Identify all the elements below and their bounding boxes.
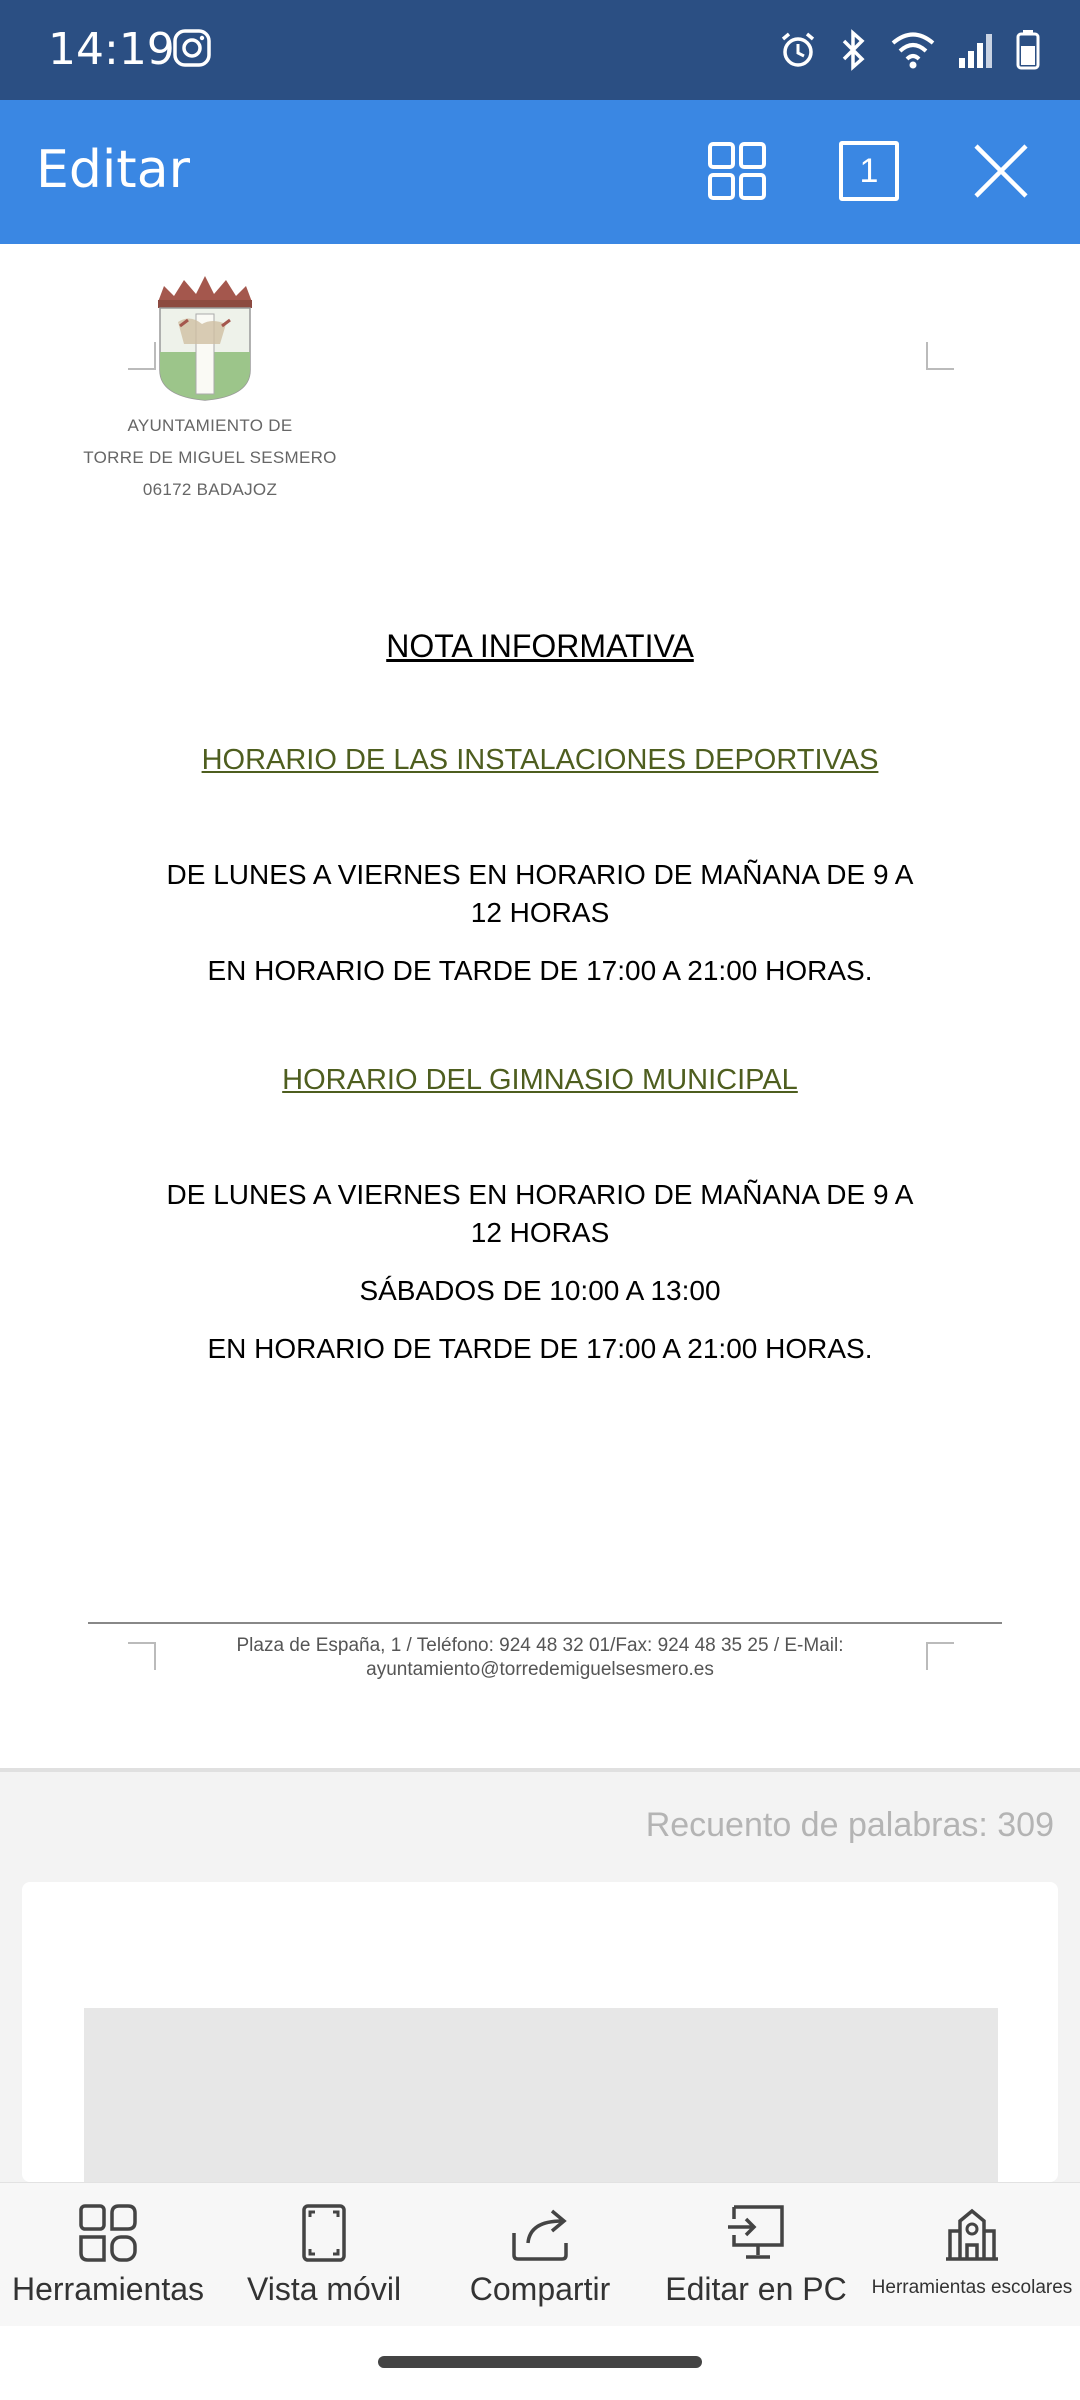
signal-icon (958, 32, 994, 68)
share-button[interactable] (432, 2183, 648, 2327)
word-count: Recuento de palabras: 309 (645, 1806, 1054, 1844)
document-title: NOTA INFORMATIVA (386, 628, 694, 664)
crop-mark (926, 342, 954, 370)
alarm-icon (778, 30, 818, 70)
page-separator (0, 1768, 1080, 1772)
bluetooth-icon (840, 29, 868, 71)
school-tools-label: Herramientas escolares (871, 2277, 1073, 2298)
next-page-preview[interactable] (22, 1882, 1058, 2182)
tools-icon (78, 2203, 138, 2263)
instagram-icon (172, 28, 212, 68)
section1-line: DE LUNES A VIERNES EN HORARIO DE MAÑANA DE 9 A (166, 859, 914, 890)
section2-line: SÁBADOS DE 10:00 A 13:00 (359, 1275, 721, 1306)
wifi-icon (890, 30, 936, 70)
share-icon (510, 2203, 570, 2263)
page-number: 1 (839, 141, 899, 201)
section1-heading: HORARIO DE LAS INSTALACIONES DEPORTIVAS (201, 744, 879, 776)
edit-on-pc-button[interactable] (648, 2183, 864, 2327)
school-tools-button[interactable] (864, 2183, 1080, 2327)
content-placeholder (84, 2008, 998, 2208)
grid-view-button[interactable] (702, 136, 772, 206)
mobile-view-label: Vista móvil (246, 2271, 402, 2307)
document-footer (0, 1634, 1080, 1682)
status-time: 14:19 (48, 24, 175, 75)
tools-label: Herramientas (11, 2271, 205, 2307)
organization-address (70, 410, 350, 506)
page-number-button[interactable] (834, 136, 904, 206)
grid-icon (707, 141, 767, 201)
footer-line: Plaza de España, 1 / Teléfono: 924 48 32 01/Fax: 924 48 35 25 / E-Mail: (236, 1635, 844, 1656)
battery-icon (1016, 30, 1040, 70)
school-icon (942, 2203, 1002, 2263)
org-line: TORRE DE MIGUEL SESMERO (83, 448, 337, 467)
org-line: 06172 BADAJOZ (142, 480, 278, 499)
bottom-toolbar (0, 2182, 1080, 2327)
section1-line: EN HORARIO DE TARDE DE 17:00 A 21:00 HORAS. (207, 955, 873, 986)
org-line: AYUNTAMIENTO DE (127, 416, 293, 435)
status-bar (0, 0, 1080, 100)
section2-line: DE LUNES A VIERNES EN HORARIO DE MAÑANA DE 9 A (166, 1179, 914, 1210)
coat-of-arms-logo (150, 274, 260, 404)
section2-heading: HORARIO DEL GIMNASIO MUNICIPAL (282, 1064, 798, 1096)
edit-on-pc-label: Editar en PC (665, 2271, 847, 2307)
app-bar (0, 100, 1080, 244)
home-gesture-bar[interactable] (378, 2356, 702, 2368)
section2-line: EN HORARIO DE TARDE DE 17:00 A 21:00 HORAS. (207, 1333, 873, 1364)
share-label: Compartir (469, 2271, 611, 2307)
app-title: Editar (36, 140, 190, 200)
close-icon (971, 141, 1031, 201)
mobile-view-button[interactable] (216, 2183, 432, 2327)
close-button[interactable] (966, 136, 1036, 206)
mobile-view-icon (294, 2203, 354, 2263)
section1-line: 12 HORAS (470, 897, 610, 928)
desktop-icon (726, 2203, 786, 2263)
footer-divider (88, 1622, 1002, 1624)
footer-line: ayuntamiento@torredemiguelsesmero.es (366, 1659, 714, 1680)
tools-button[interactable] (0, 2183, 216, 2327)
section2-line: 12 HORAS (470, 1217, 610, 1248)
document-page[interactable] (0, 244, 1080, 1770)
